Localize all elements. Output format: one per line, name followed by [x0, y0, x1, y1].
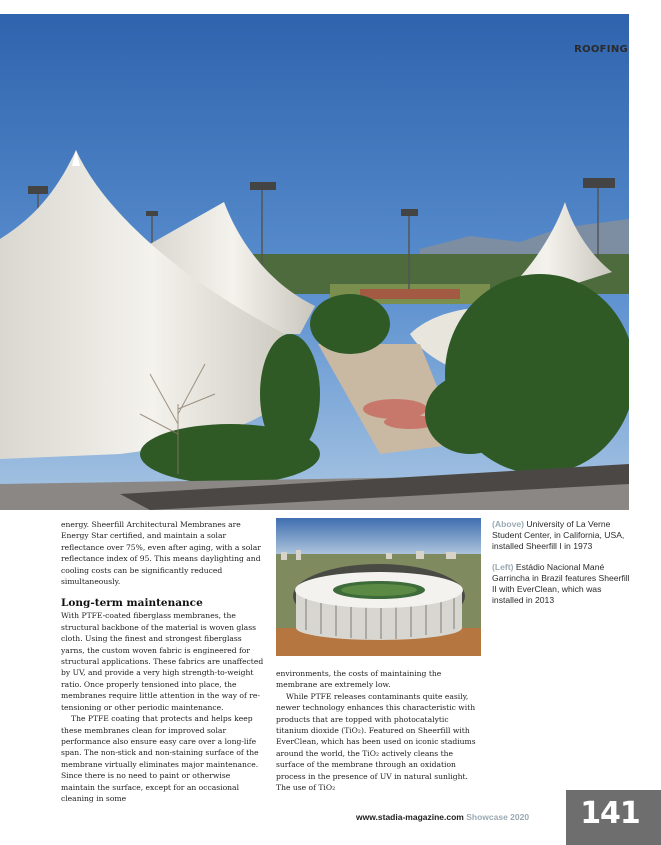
inset-photo-illustration	[276, 518, 481, 656]
hero-photo-illustration	[0, 14, 629, 510]
body-paragraph: While PTFE releases contaminants quite easily, newer technology enhances this characteristic with products that are topped with photocatalytic titanium dioxide (TiO₂). Featured on Sheerfill with EverClean, which has been used on iconic stadiums around the world, the TiO₂ actively cleans the surface of the membrane through an oxidation process in the presence of UV in natural sunlight. The use of TiO₂	[276, 691, 476, 793]
inset-photo-stadium	[276, 518, 481, 656]
footer-website: www.stadia-magazine.com	[356, 812, 464, 822]
caption-tag: (Above)	[492, 519, 524, 529]
footer-credit	[356, 812, 556, 822]
caption-tag: (Left)	[492, 562, 514, 573]
page-number: 141	[580, 796, 640, 831]
body-paragraph: The PTFE coating that protects and helps keep these membranes clean for improved solar performance also ensure easy care over a long-life span. The non-stick and non-staining surface of the membrane virtually eliminates major maintenance. Since there is no need to paint or otherwise maintain the surface, except for an occasional cleaning in some	[61, 714, 259, 803]
article-column-middle	[276, 668, 480, 793]
subheading: Long-term maintenance	[61, 597, 203, 610]
page-number-box	[566, 790, 661, 845]
body-paragraph: environments, the costs of maintaining the membrane are extremely low.	[276, 669, 442, 690]
caption-left	[492, 562, 632, 605]
hero-photo-tensile-roof-campus	[0, 14, 629, 510]
body-paragraph: With PTFE-coated fiberglass membranes, the structural backbone of the material is woven glass cloth. Using the finest and strongest fiberglass yarns, the custom woven fabric is engineered for structural applications. These fabrics are unaffected by UV, and provide a very high strength-to-weight ratio. Once properly tensioned into place, the membranes require little attention in the way of re-tensioning or other periodic maintenance.	[61, 611, 264, 712]
caption-text: Estádio Nacional Mané Garrincha in Brazil features Sheerfill II with EverClean, which was installed in 2013	[492, 562, 630, 605]
article-column-left	[61, 519, 264, 804]
section-label: ROOFING	[574, 44, 628, 55]
intro-paragraph: energy. Sheerfill Architectural Membranes are Energy Star certified, and maintain a solar reflectance over 75%, even after aging, with a solar reflectance index of 95. This means daylighting and cooling costs can be significantly reduced simultaneously.	[61, 520, 261, 587]
footer-issue: Showcase 2020	[466, 812, 530, 822]
caption-text: University of La Verne Student Center, in California, USA, installed Sheerfill I in 1973	[492, 519, 625, 551]
caption-above	[492, 519, 632, 551]
photo-captions	[492, 519, 632, 617]
